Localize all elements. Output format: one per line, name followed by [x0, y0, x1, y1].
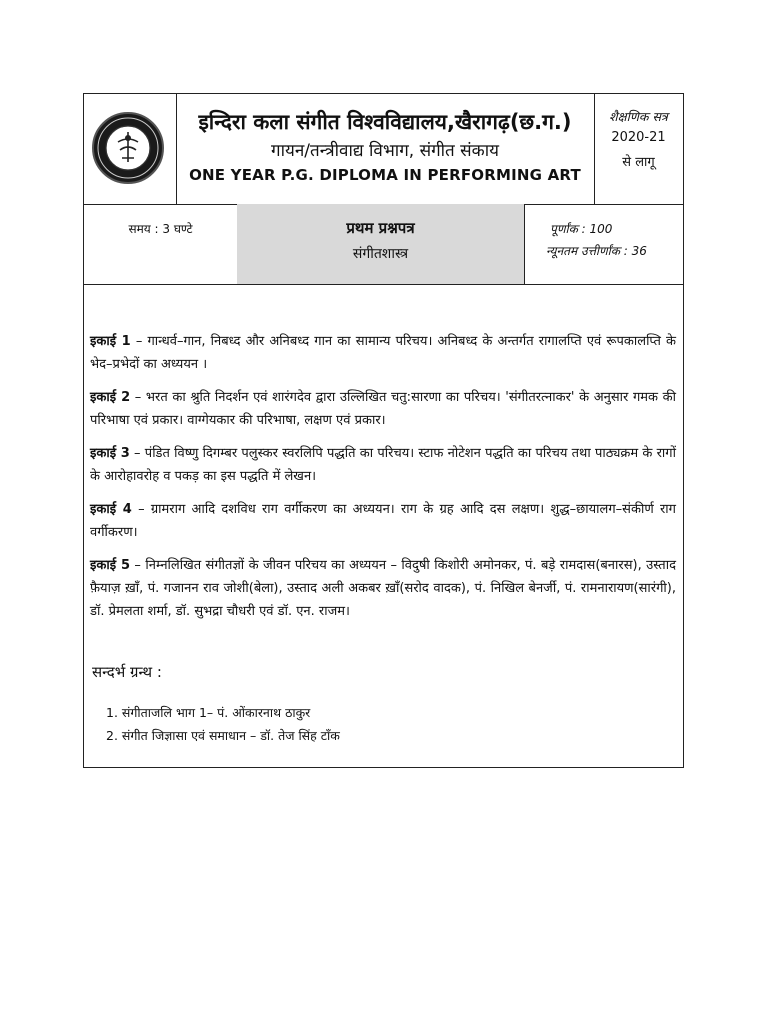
session-year: 2020-21	[611, 130, 666, 145]
time-cell	[84, 204, 238, 284]
logo-cell	[84, 94, 177, 204]
full-marks: पूर्णांक : 100	[550, 222, 613, 236]
unit-4	[90, 498, 676, 544]
unit-text: – पंडित विष्णु दिगम्बर पलुस्कर स्वरलिपि पद्धति का परिचय। स्टाफ नोटेशन पद्धति का परिचय तथा पाठ्यक्रम के रागों के आरोहावरोह व पकड़ का इस पद्धति में लेखन।	[90, 446, 676, 484]
unit-3	[90, 442, 676, 488]
unit-5	[90, 554, 676, 623]
unit-label: इकाई 5	[90, 558, 130, 573]
reference-item: 1. संगीताजलि भाग 1– पं. ओंकारनाथ ठाकुर	[106, 705, 311, 720]
references-heading: सन्दर्भ ग्रन्थ :	[92, 663, 162, 681]
university-seal-icon	[92, 112, 164, 184]
session-apply: से लागू	[622, 155, 655, 170]
unit-label: इकाई 2	[90, 390, 131, 405]
info-row	[84, 204, 683, 285]
reference-item: 2. संगीत जिज्ञासा एवं समाधान – डॉ. तेज सिंह टाँक	[106, 728, 340, 743]
university-name: इन्दिरा कला संगीत विश्वविद्यालय,खैरागढ़(छ.ग.)	[198, 110, 572, 134]
paper-subject: संगीतशास्त्र	[352, 246, 409, 262]
department-name: गायन/तन्त्रीवाद्य विभाग, संगीत संकाय	[271, 141, 499, 161]
marks-cell	[524, 204, 683, 284]
header-row	[84, 94, 683, 205]
unit-text: – गान्धर्व–गान, निबध्द और अनिबध्द गान का सामान्य परिचय। अनिबध्द के अन्तर्गत रागालप्ति एवं रूपकालप्ति के भेद–प्रभेदों का अध्ययन ।	[90, 334, 676, 372]
unit-label: इकाई 4	[90, 502, 132, 517]
minimum-marks: न्यूनतम उत्तीर्णांक : 36	[546, 244, 647, 258]
paper-title: प्रथम प्रश्नपत्र	[346, 219, 415, 237]
unit-label: इकाई 1	[90, 334, 131, 349]
paper-cell	[237, 204, 525, 284]
session-label: शैक्षणिक सत्र	[609, 109, 668, 124]
unit-label: इकाई 3	[90, 446, 130, 461]
title-cell	[176, 94, 595, 204]
unit-text: – भरत का श्रुति निदर्शन एवं शारंगदेव द्वारा उल्लिखित चतु:सारणा का परिचय। 'संगीतरत्नाकर' के अनुसार गमक की परिभाषा एवं प्रकार। वाग्गेयकार की परिभाषा, लक्षण एवं प्रकार।	[90, 390, 676, 428]
unit-1	[90, 330, 676, 376]
unit-text: – ग्रामराग आदि दशविध राग वर्गीकरण का अध्ययन। राग के ग्रह आदि दस लक्षण। शुद्ध–छायालग–संकीर्ण राग वर्गीकरण।	[90, 502, 676, 540]
course-name: ONE YEAR P.G. DIPLOMA IN PERFORMING ART	[189, 166, 581, 184]
unit-2	[90, 386, 676, 432]
syllabus-frame	[83, 93, 684, 768]
exam-time: समय : 3 घण्टे	[128, 222, 193, 236]
unit-text: – निम्नलिखित संगीतज्ञों के जीवन परिचय का अध्ययन – विदुषी किशोरी अमोनकर, पं. बड़े रामदास(बनारस), उस्ताद फ़ैयाज़ ख़ाँ, पं. गजानन राव जोशी(बेला), उस्ताद अली अकबर ख़ाँ(सरोद वादक), पं. निखिल बेनर्जी, पं. रामनारायण(सारंगी), डॉ. प्रेमलता शर्मा, डॉ. सुभद्रा चौधरी एवं डॉ. एन. राजम।	[90, 558, 676, 619]
session-cell	[594, 94, 683, 204]
